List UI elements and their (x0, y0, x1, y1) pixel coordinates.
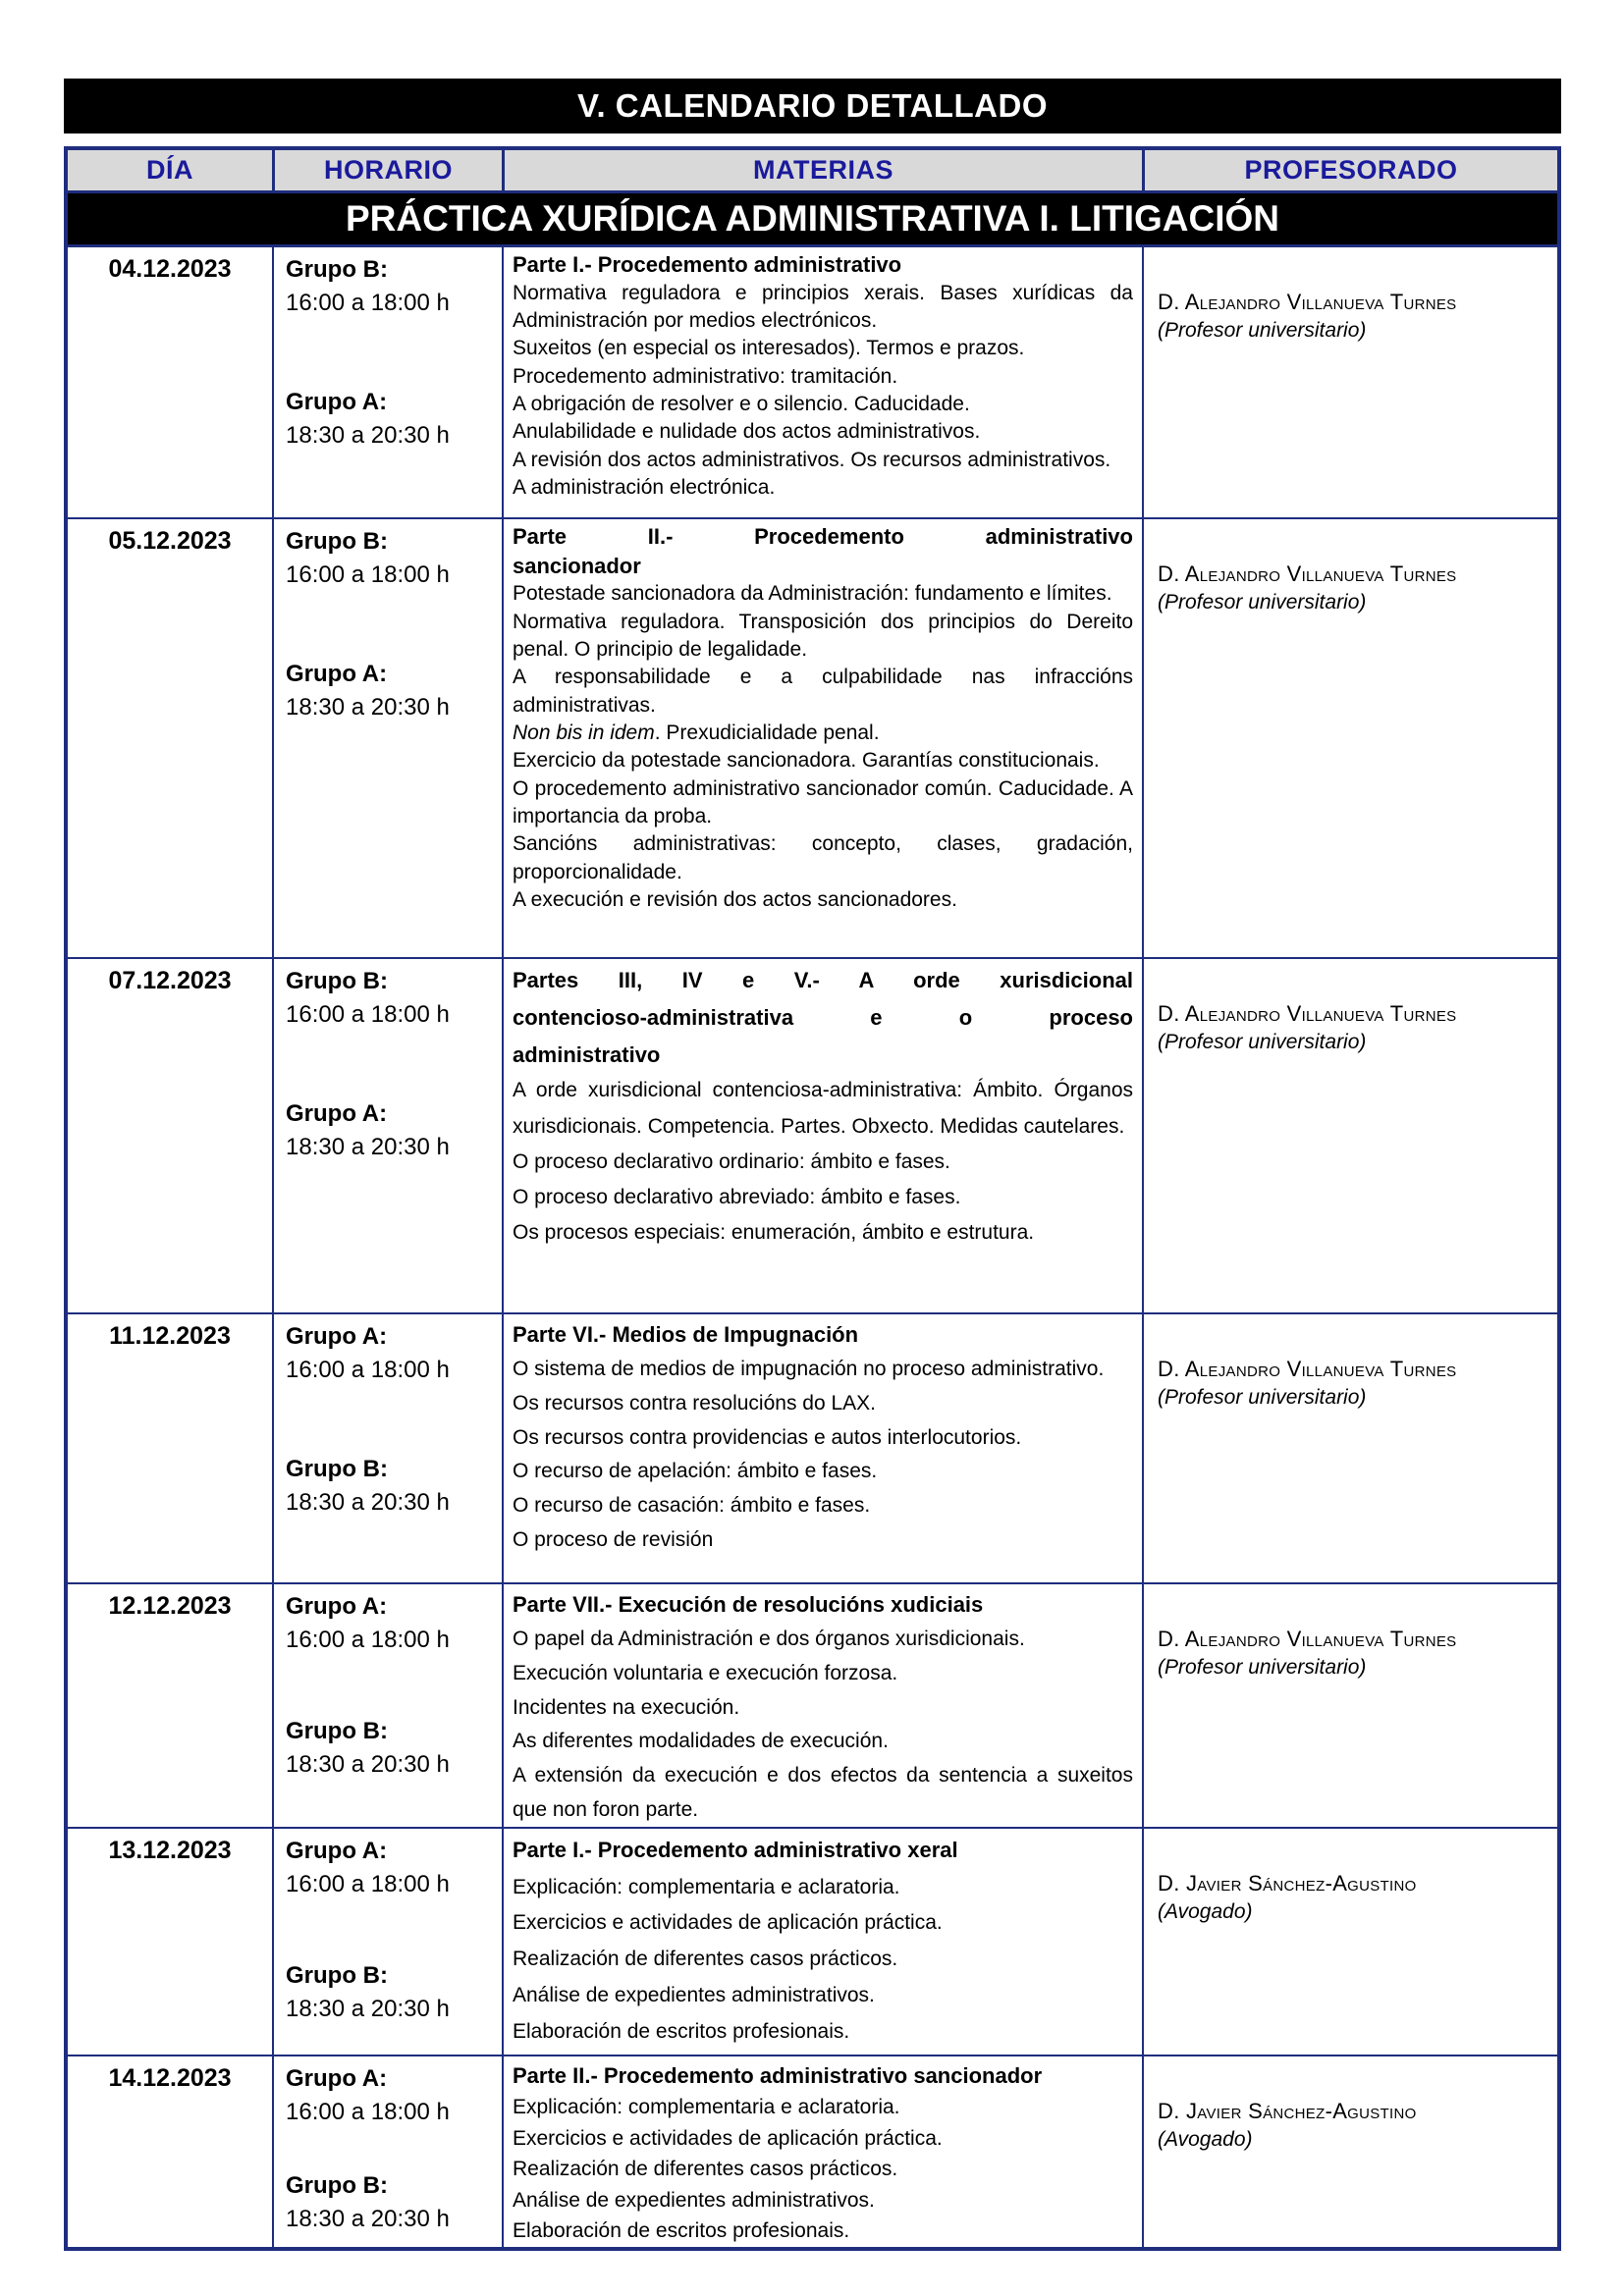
professor-cell (1142, 1829, 1557, 2055)
subject-paragraph: O proceso de revisión (513, 1527, 714, 1551)
column-header-row (68, 150, 1557, 193)
table-row (68, 2055, 1557, 2247)
group-label: Grupo B: (286, 968, 388, 994)
day-value: 07.12.2023 (108, 967, 232, 994)
subject-title (513, 1317, 1133, 1353)
subject-cell (502, 959, 1142, 1312)
subject-title (513, 962, 1133, 1073)
subject-title-line: contencioso-administrativa e o proceso (513, 1004, 1133, 1030)
subject-paragraph: Os recursos contra providencias e autos interlocutorios. (513, 1425, 1022, 1449)
subject-paragraph: Non bis in idem. Prexudicialidade penal. (513, 721, 880, 745)
subject-title-line: sancionador (513, 553, 641, 578)
subject-title (513, 1832, 1133, 1870)
section-banner (68, 193, 1557, 247)
subject-body (513, 1073, 1133, 1251)
subject-body (513, 2092, 1133, 2247)
group-label: Grupo A: (286, 1100, 388, 1128)
day-cell (68, 1584, 272, 1827)
professor-name: D. Alejandro Villanueva Turnes (1158, 1627, 1457, 1651)
subject-paragraph: Realización de diferentes casos prácticos. (513, 2158, 898, 2181)
group-label: Grupo B: (286, 256, 388, 283)
subject-title-line: Parte I.- Procedemento administrativo xeral (513, 1838, 958, 1863)
subject-cell (502, 1584, 1142, 1827)
subject-cell (502, 247, 1142, 517)
subject-paragraph: O papel da Administración e dos órganos xurisdicionais. (513, 1628, 1025, 1651)
schedule-block (286, 1717, 492, 1783)
table-row (68, 1827, 1557, 2055)
time-range: 16:00 a 18:00 h (286, 1001, 450, 1028)
subject-paragraph: O proceso declarativo abreviado: ámbito e fases. (513, 1185, 961, 1208)
professor-name: D. Alejandro Villanueva Turnes (1158, 561, 1457, 586)
professor-role: (Profesor universitario) (1158, 1655, 1367, 1679)
day-cell (68, 1829, 272, 2055)
schedule-block (286, 1837, 492, 1902)
schedule-block (286, 527, 492, 593)
schedule-block (286, 255, 492, 321)
time-range: 16:00 a 18:00 h (286, 2099, 450, 2126)
professor-name: D. Alejandro Villanueva Turnes (1158, 290, 1457, 314)
table-row (68, 1582, 1557, 1827)
professor-name: D. Alejandro Villanueva Turnes (1158, 1357, 1457, 1381)
document-title-bar (64, 79, 1561, 133)
schedule-block (286, 660, 492, 725)
table-row (68, 957, 1557, 1312)
group-label: Grupo A: (286, 1323, 388, 1350)
subject-paragraph: Suxeitos (en especial os interesados). Termos e prazos. (513, 337, 1025, 360)
time-range: 18:30 a 20:30 h (286, 2206, 450, 2233)
time-range: 18:30 a 20:30 h (286, 1996, 450, 2023)
subject-paragraph: Exercicios e actividades de aplicación práctica. (513, 1911, 943, 1935)
subject-paragraph: Explicación: complementaria e aclaratoria. (513, 1875, 900, 1898)
professor-cell (1142, 1314, 1557, 1582)
subject-title-line: administrativo (513, 1041, 661, 1067)
day-value: 14.12.2023 (108, 2064, 232, 2093)
professor-name: D. Alejandro Villanueva Turnes (1158, 1001, 1457, 1026)
subject-paragraph: Sancións administrativas: concepto, clases, gradación, proporcionalidade. (513, 832, 1133, 883)
subject-title-line: Parte VI.- Medios de Impugnación (513, 1322, 859, 1347)
subject-title-line: Parte VII.- Execución de resolucións xudiciais (513, 1592, 984, 1617)
group-label: Grupo A: (286, 389, 388, 416)
day-value: 04.12.2023 (108, 255, 232, 283)
subject-paragraph: Anulabilidade e nulidade dos actos administrativos. (513, 420, 981, 444)
professor-role: (Profesor universitario) (1158, 1030, 1367, 1053)
group-label: Grupo B: (286, 528, 388, 555)
schedule-block (286, 1322, 492, 1388)
schedule-cell (272, 1829, 502, 2055)
schedule-block (286, 967, 492, 1033)
subject-cell (502, 1314, 1142, 1582)
subject-paragraph: O proceso declarativo ordinario: ámbito e fases. (513, 1149, 950, 1173)
subject-paragraph: A extensión da execución e dos efectos da sentencia a suxeitos que non foron parte. (513, 1763, 1133, 1821)
time-range: 18:30 a 20:30 h (286, 1751, 450, 1779)
subject-title-line: Parte II.- Procedemento administrativo sancionador (513, 2063, 1043, 2089)
subject-paragraph: A obrigación de resolver e o silencio. Caducidade. (513, 393, 970, 416)
subject-title-line: Parte I.- Procedemento administrativo (513, 252, 902, 277)
subject-paragraph: Normativa reguladora. Transposición dos principios do Dereito penal. O principio de legalidade. (513, 610, 1133, 662)
subject-cell (502, 2056, 1142, 2247)
schedule-cell (272, 959, 502, 1312)
subject-paragraph: A responsabilidade e a culpabilidade nas infraccións administrativas. (513, 666, 1133, 717)
schedule-block (286, 1592, 492, 1658)
subject-title (513, 522, 1133, 580)
professor-role: (Profesor universitario) (1158, 318, 1367, 342)
professor-name: D. Javier Sánchez-Agustino (1158, 2099, 1417, 2124)
professor-role: (Profesor universitario) (1158, 1385, 1367, 1409)
professor-cell (1142, 1584, 1557, 1827)
schedule-cell (272, 1584, 502, 1827)
subject-paragraph: Normativa reguladora e principios xerais. Bases xurídicas da Administración por medios electrónicos. (513, 281, 1133, 333)
time-range: 16:00 a 18:00 h (286, 290, 450, 316)
schedule-block (286, 2171, 492, 2237)
subject-title-line: Partes III, IV e V.- A orde xurisdicional (513, 968, 1133, 992)
table-body (68, 247, 1557, 2247)
subject-title (513, 250, 1133, 280)
day-value: 11.12.2023 (109, 1322, 231, 1350)
subject-paragraph: Os procesos especiais: enumeración, ámbito e estrutura. (513, 1220, 1035, 1244)
schedule-block (286, 1961, 492, 2027)
subject-paragraph: O recurso de casación: ámbito e fases. (513, 1493, 871, 1517)
time-range: 18:30 a 20:30 h (286, 422, 450, 450)
group-label: Grupo A: (286, 661, 388, 688)
day-value: 05.12.2023 (108, 527, 232, 555)
subject-paragraph: Os recursos contra resolucións do LAX. (513, 1391, 877, 1415)
professor-role: (Profesor universitario) (1158, 590, 1367, 614)
group-label: Grupo B: (286, 1962, 388, 1990)
table-row (68, 247, 1557, 517)
professor-role: (Avogado) (1158, 2127, 1253, 2151)
professor-cell (1142, 247, 1557, 517)
calendar-table (64, 146, 1561, 2251)
table-row (68, 517, 1557, 957)
document-title: V. CALENDARIO DETALLADO (576, 87, 1048, 124)
time-range: 18:30 a 20:30 h (286, 1134, 450, 1161)
subject-paragraph: Procedemento administrativo: tramitación. (513, 364, 898, 388)
table-row (68, 1312, 1557, 1582)
day-cell (68, 247, 272, 517)
subject-body (513, 580, 1133, 914)
schedule-cell (272, 1314, 502, 1582)
subject-paragraph: Potestade sancionadora da Administración: fundamento e límites. (513, 582, 1112, 606)
subject-paragraph: As diferentes modalidades de execución. (513, 1730, 889, 1753)
subject-paragraph: Explicación: complementaria e aclaratoria. (513, 2096, 900, 2119)
subject-paragraph: Execución voluntaria e execución forzosa. (513, 1661, 898, 1684)
subject-paragraph: Exercicios e actividades de aplicación práctica. (513, 2126, 943, 2150)
column-header-materias: MATERIAS (502, 150, 1142, 190)
schedule-block (286, 388, 492, 454)
day-cell (68, 959, 272, 1312)
schedule-cell (272, 2056, 502, 2247)
subject-paragraph: O procedemento administrativo sancionador común. Caducidade. A importancia da proba. (513, 776, 1133, 828)
schedule-cell (272, 247, 502, 517)
subject-paragraph: A revisión dos actos administrativos. Os recursos administrativos. (513, 448, 1111, 471)
schedule-cell (272, 519, 502, 957)
group-label: Grupo B: (286, 1718, 388, 1745)
group-label: Grupo B: (286, 1456, 388, 1483)
subject-paragraph: Elaboración de escritos profesionais. (513, 2219, 850, 2243)
subject-paragraph: Incidentes na execución. (513, 1695, 740, 1719)
day-cell (68, 2056, 272, 2247)
subject-body (513, 280, 1133, 503)
group-label: Grupo B: (286, 2172, 388, 2200)
subject-title (513, 2059, 1133, 2092)
day-value: 12.12.2023 (108, 1592, 232, 1620)
schedule-block (286, 2064, 492, 2130)
section-title: PRÁCTICA XURÍDICA ADMINISTRATIVA I. LITIGACIÓN (346, 198, 1279, 239)
subject-cell (502, 1829, 1142, 2055)
time-range: 16:00 a 18:00 h (286, 1627, 450, 1653)
subject-paragraph: Realización de diferentes casos prácticos. (513, 1948, 898, 1971)
time-range: 16:00 a 18:00 h (286, 1357, 450, 1383)
subject-title-line: Parte II.- Procedemento administrativo (513, 524, 1133, 549)
subject-paragraph: O recurso de apelación: ámbito e fases. (513, 1460, 878, 1483)
professor-cell (1142, 959, 1557, 1312)
schedule-block (286, 1455, 492, 1521)
subject-paragraph: A orde xurisdicional contenciosa-administrativa: Ámbito. Órganos xurisdicionais. Competencia. Partes. Obxecto. Medidas cautelares. (513, 1079, 1133, 1138)
professor-role: (Avogado) (1158, 1899, 1253, 1923)
subject-body (513, 1623, 1133, 1827)
subject-paragraph: Análise de expedientes administrativos. (513, 1983, 875, 2006)
subject-body (513, 1870, 1133, 2051)
subject-paragraph: Elaboración de escritos profesionais. (513, 2019, 850, 2043)
subject-paragraph: O sistema de medios de impugnación no proceso administrativo. (513, 1358, 1105, 1381)
group-label: Grupo A: (286, 1838, 388, 1865)
time-range: 18:30 a 20:30 h (286, 694, 450, 721)
column-header-dia: DÍA (146, 155, 193, 185)
column-header-profesorado: PROFESORADO (1142, 150, 1557, 190)
subject-paragraph: A execución e revisión dos actos sancionadores. (513, 888, 957, 912)
professor-cell (1142, 519, 1557, 957)
day-value: 13.12.2023 (108, 1837, 232, 1865)
subject-paragraph: Exercicio da potestade sancionadora. Garantías constitucionais. (513, 749, 1100, 773)
day-cell (68, 519, 272, 957)
subject-paragraph: Análise de expedientes administrativos. (513, 2188, 875, 2212)
subject-cell (502, 519, 1142, 957)
professor-name: D. Javier Sánchez-Agustino (1158, 1871, 1417, 1896)
time-range: 16:00 a 18:00 h (286, 1871, 450, 1898)
group-label: Grupo A: (286, 1593, 388, 1620)
subject-body (513, 1353, 1133, 1557)
professor-cell (1142, 2056, 1557, 2247)
day-cell (68, 1314, 272, 1582)
column-header-horario: HORARIO (272, 150, 502, 190)
subject-paragraph: A administración electrónica. (513, 476, 776, 500)
subject-title (513, 1587, 1133, 1623)
schedule-block (286, 1099, 492, 1165)
group-label: Grupo A: (286, 2065, 388, 2093)
time-range: 18:30 a 20:30 h (286, 1489, 450, 1517)
time-range: 16:00 a 18:00 h (286, 561, 450, 588)
